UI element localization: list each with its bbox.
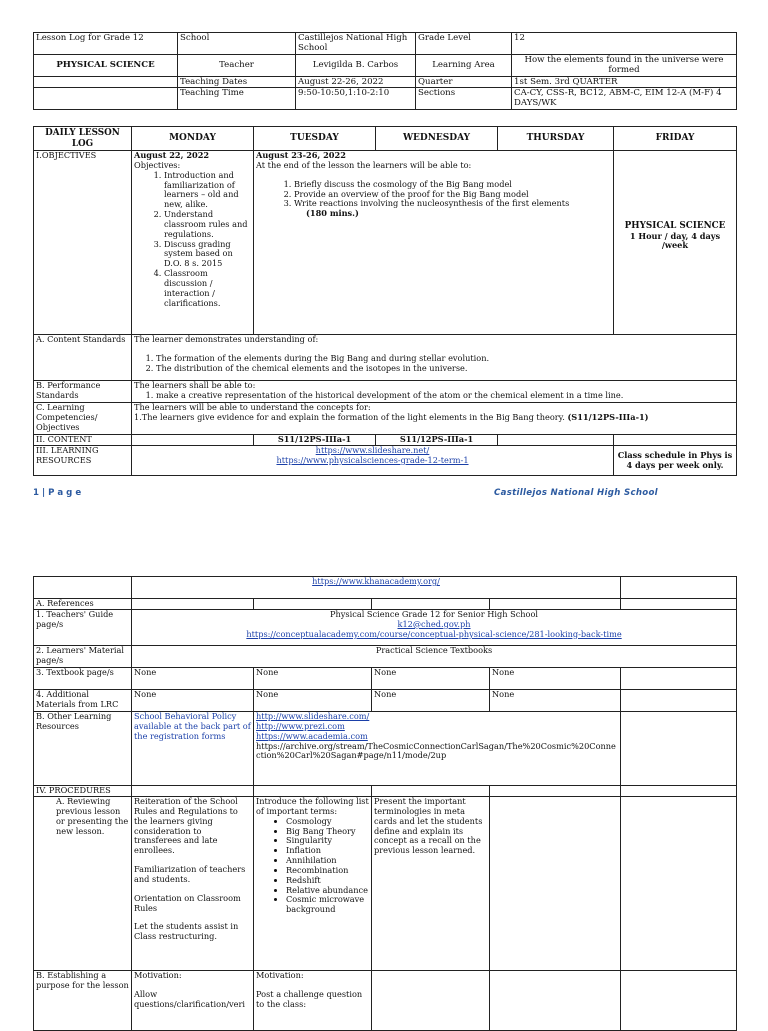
col-friday: FRIDAY [614,127,737,151]
empty-cell [490,797,621,971]
friday-objectives [614,151,737,335]
additional-wednesday: None [372,690,490,712]
list-item: • Cosmic microwave background [286,895,369,915]
col-daily-lesson-log: DAILY LESSON LOG [34,127,132,151]
monday-objectives-title: Objectives: [134,159,181,170]
page-number: 1 | P a g e [33,488,82,498]
reviewing-monday-2: Familiarization of teachers and students. [134,864,246,884]
teaching-dates-value: August 22-26, 2022 [296,76,416,87]
teacher-value: Levigilda B. Carbos [296,54,416,76]
empty-cell [254,599,372,610]
empty-cell [132,786,254,797]
content-standards-label: A. Content Standards [34,335,132,381]
monday-objectives [132,151,254,335]
empty-cell [34,76,178,87]
tuesday-thursday-objectives [254,151,614,335]
performance-standards-intro: The learners shall be able to: [134,380,256,390]
list-item: 2. Understand classroom rules and regulations. [164,210,251,240]
list-item: • Cosmology [286,817,369,827]
additional-materials-label: 4. Additional Materials from LRC [34,690,132,712]
reviewing-label: A. Reviewing previous lesson or presenting the new lesson. [34,797,132,971]
friday-schedule: 1 Hour / day, 4 days /week [629,230,721,251]
monday-date: August 22, 2022 [134,150,210,160]
quarter-value: 1st Sem. 3rd QUARTER [512,76,737,87]
quarter-label: Quarter [416,76,512,87]
teachers-guide [132,610,737,646]
list-item: 1. The formation of the elements during the Big Bang and during stellar evolution. [156,354,734,364]
lesson-log-label: Lesson Log for Grade 12 [34,33,178,55]
list-item: 1. Briefly discuss the cosmology of the Big Bang model [294,180,611,190]
prezi-link[interactable]: http://www.prezi.com [256,720,345,731]
empty-cell [34,87,178,109]
col-monday: MONDAY [132,127,254,151]
textbook-monday: None [132,668,254,690]
teaching-time-value: 9:50-10:50,1:10-2:10 [296,87,416,109]
empty-cell [621,786,737,797]
friday-subject-title: PHYSICAL SCIENCE [624,221,726,231]
teacher-label: Teacher [178,54,296,76]
performance-standards-label: B. Performance Standards [34,381,132,403]
learners-material: Practical Science Textbooks [132,646,737,668]
empty-cell [34,577,132,599]
additional-thursday: None [490,690,621,712]
empty-cell [490,971,621,1031]
learning-area-value: How the elements found in the universe were formed [512,54,737,76]
physicalsciences-link[interactable]: https://www.physicalsciences-grade-12-term-1 [276,454,469,465]
teachers-guide-label: 1. Teachers' Guide page/s [34,610,132,646]
content-code-wednesday: S11/12PS-IIIa-1 [376,435,498,446]
textbook-thursday: None [490,668,621,690]
empty-cell [621,668,737,690]
daily-lesson-log-table-page2 [33,576,737,1031]
header-table [33,32,737,110]
textbook-label: 3. Textbook page/s [34,668,132,690]
reviewing-monday-4: Let the students assist in Class restructuring. [134,921,239,942]
grade-level-label: Grade Level [416,33,512,55]
empty-cell [372,599,490,610]
sections-value: CA-CY, CSS-R, BC12, ABM-C, EIM 12-A (M-F) 4 DAYS/WK [512,87,737,109]
procedures-label: IV. PROCEDURES [34,786,132,797]
col-thursday: THURSDAY [498,127,614,151]
purpose-tuesday [254,971,372,1031]
textbook-tuesday: None [254,668,372,690]
content-standards [132,335,737,381]
competencies-intro: The learners will be able to understand the concepts for: [134,402,371,412]
col-tuesday: TUESDAY [254,127,376,151]
khanacademy-link[interactable]: https://www.khanacademy.org/ [312,576,440,586]
empty-cell [132,599,254,610]
competencies-text: 1.The learners give evidence for and explain the formation of the light elements in the Big Bang theory. (S11/12PS-IIIa-1) [134,411,649,422]
empty-cell [621,599,737,610]
reviewing-monday-3: Orientation on Classroom Rules [134,892,241,913]
purpose-tuesday-1: Motivation: [256,970,304,980]
content-standards-intro: The learner demonstrates understanding of: [134,334,319,344]
purpose-monday [132,971,254,1031]
academia-link[interactable]: https://www.academia.com [256,730,368,741]
list-item: • Singularity [286,836,369,846]
empty-cell [254,786,372,797]
slideshare-com-link[interactable]: http://www.slideshare.com/ [256,711,370,721]
reviewing-tuesday [254,797,372,971]
empty-cell [372,786,490,797]
list-item: • Annihilation [286,856,369,866]
content-code-tuesday: S11/12PS-IIIa-1 [254,435,376,446]
reviewing-monday [132,797,254,971]
school-value: Castillejos National High School [296,33,416,55]
teaching-time-label: Teaching Time [178,87,296,109]
footer-school-name: Castillejos National High School [494,488,658,498]
list-item: 4. Classroom discussion / interaction / clarifications. [164,269,251,308]
references-label: A. References [34,599,132,610]
tuesday-intro: At the end of the lesson the learners will be able to: [256,159,472,170]
purpose-monday-2: Allow questions/clarification/veri [134,988,246,1009]
empty-cell [621,797,737,971]
friday-resources-note: Class schedule in Phys is 4 days per week only. [614,446,737,476]
list-item: • Recombination [286,866,369,876]
learning-area-label: Learning Area [416,54,512,76]
purpose-monday-1: Motivation: [134,970,182,980]
objectives-label: I.OBJECTIVES [34,151,132,335]
additional-tuesday: None [254,690,372,712]
learning-resources-links [132,446,614,476]
list-item: 1. make a creative representation of the historical development of the atom or the chemical element in a time line. [156,391,734,401]
conceptualacademy-link[interactable]: https://conceptualacademy.com/course/conceptual-physical-science/281-looking-back-time [246,628,622,639]
school-label: School [178,33,296,55]
archive-link[interactable]: https://archive.org/stream/TheCosmicConnectionCarlSagan/The%20Cosmic%20Connection%20Carl%20Sagan#page/n11/mode/2up [256,740,616,761]
competencies [132,403,737,435]
empty-cell [621,712,737,786]
reviewing-wednesday: Present the important terminologies in meta cards and let the students define and explain its concept as a recall on the previous lesson learned. [372,797,490,971]
list-item: 2. Provide an overview of the proof for the Big Bang model [294,190,611,200]
other-resources-label: B. Other Learning Resources [34,712,132,786]
empty-cell [498,435,614,446]
grade-level-value: 12 [512,33,737,55]
other-resources-monday: School Behavioral Policy available at the back part of the registration forms [132,712,254,786]
learners-material-label: 2. Learners' Material page/s [34,646,132,668]
reviewing-monday-1: Reiteration of the School Rules and Regulations to the learners giving consideration to transferees and late enrollees. [134,796,238,856]
sections-label: Sections [416,87,512,109]
slideshare-link[interactable]: https://www.slideshare.net/ [315,445,430,455]
purpose-label: B. Establishing a purpose for the lesson [34,971,132,1031]
additional-monday: None [132,690,254,712]
content-label: II. CONTENT [34,435,132,446]
teachers-guide-title: Physical Science Grade 12 for Senior High School [330,609,539,619]
empty-cell [490,786,621,797]
daily-lesson-log-table [33,126,737,476]
list-item: • Big Bang Theory [286,827,369,837]
ched-email-link[interactable]: k12@ched.gov.ph [397,618,471,629]
empty-cell [621,971,737,1031]
list-item: 3. Write reactions involving the nucleosynthesis of the first elements [294,199,611,209]
empty-cell [621,577,737,599]
empty-cell [621,690,737,712]
reviewing-tuesday-intro: Introduce the following list of important terms: [256,796,369,816]
list-item: 3. Discuss grading system based on D.O. 8 s. 2015 [164,240,251,270]
performance-standards [132,381,737,403]
other-resources-links [254,712,621,786]
empty-cell [490,599,621,610]
teaching-dates-label: Teaching Dates [178,76,296,87]
empty-cell [614,435,737,446]
list-item: • Relative abundance [286,886,369,896]
learning-resources-label: III. LEARNING RESOURCES [34,446,132,476]
empty-cell [132,435,254,446]
khanacademy-cell [132,577,621,599]
competencies-label: C. Learning Competencies/ Objectives [34,403,132,435]
col-wednesday: WEDNESDAY [376,127,498,151]
duration-note: (180 mins.) [306,208,359,219]
subject-title: PHYSICAL SCIENCE [34,54,178,76]
list-item: 1. Introduction and familiarization of learners – old and new, alike. [164,171,251,210]
list-item: • Inflation [286,846,369,856]
competency-code: (S11/12PS-IIIa-1) [567,411,649,422]
textbook-wednesday: None [372,668,490,690]
tuesday-date: August 23-26, 2022 [256,150,346,160]
list-item: • Redshift [286,876,369,886]
purpose-tuesday-2: Post a challenge question to the class: [256,988,363,1009]
empty-cell [372,971,490,1031]
list-item: 2. The distribution of the chemical elements and the isotopes in the universe. [156,364,734,374]
